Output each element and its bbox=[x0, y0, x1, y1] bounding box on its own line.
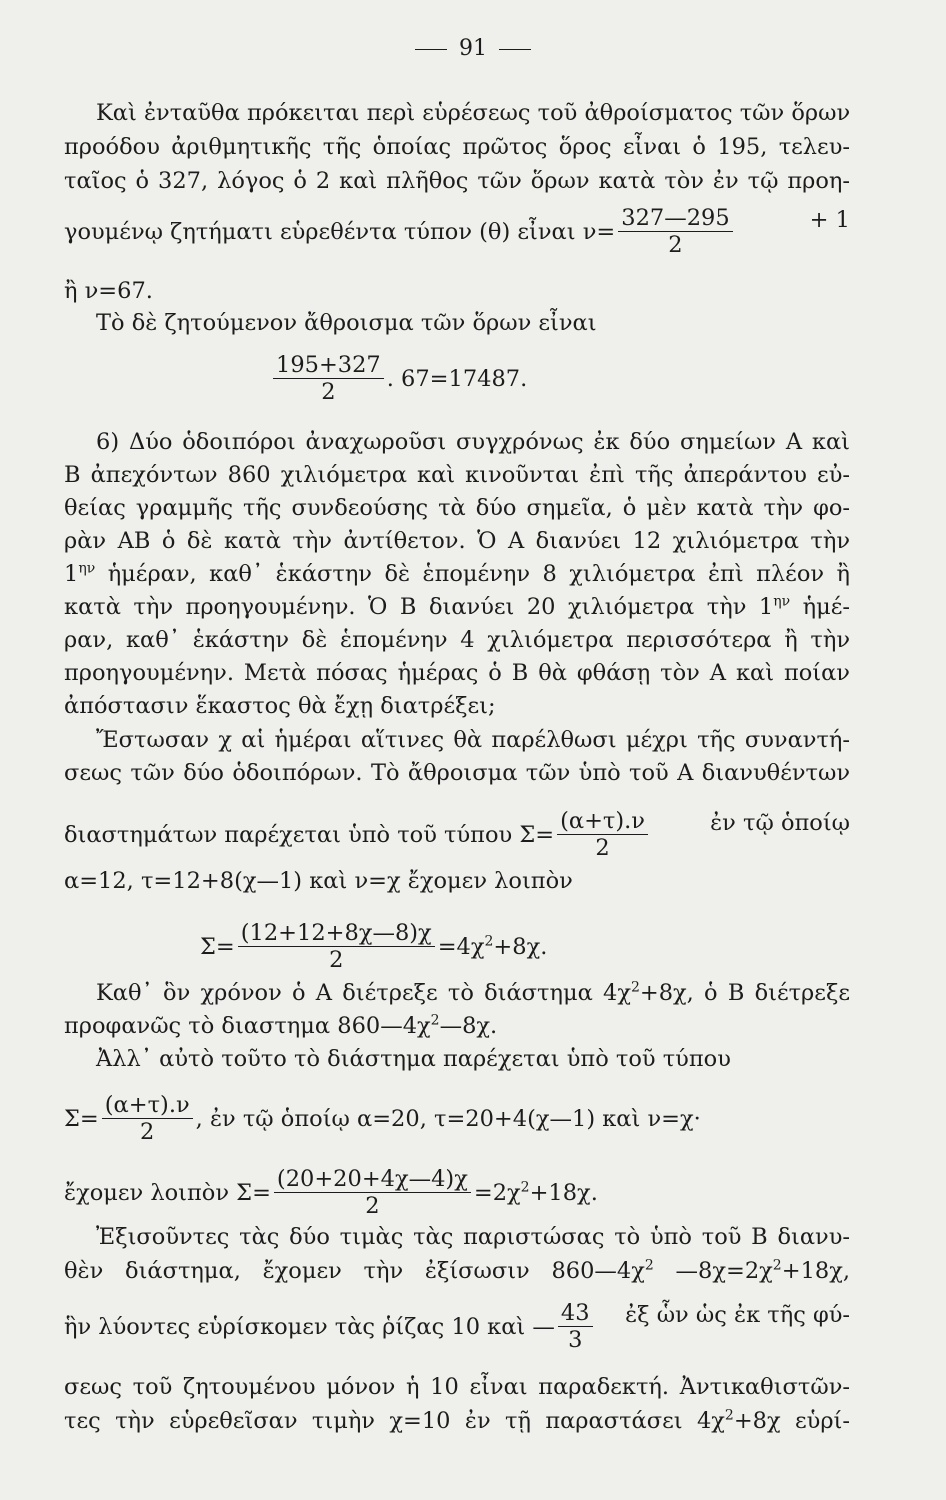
text-line: προόδου ἀριθμητικῆς τῆς ὁποίας πρῶτος ὅρος εἶναι ὁ 195, τελευ- bbox=[64, 134, 850, 160]
text-line: θὲν διάστημα, ἔχομεν τὴν ἐξίσωσιν $860—4\chi^2$ $—8\chi=2\chi^2+18\chi$, bbox=[64, 1257, 850, 1284]
text-line: $1^{\eta\nu}$ ἡμέραν, καθ᾽ ἑκάστην δὲ ἑπομένην 8 χιλιόμετρα ἐπὶ πλέον ἢ bbox=[64, 560, 850, 587]
text-line: Ἔστωσαν χ αἱ ἡμέραι αἵτινες θὰ παρέλθωσι μέχρι τῆς συναντή- bbox=[96, 727, 850, 753]
text-line: Ἐξισοῦντες τὰς δύο τιμὰς τὰς παριστώσας τὸ ὑπὸ τοῦ Β διανυ- bbox=[96, 1224, 850, 1250]
text-line: Β ἀπεχόντων 860 χιλιόμετρα καὶ κινοῦνται ἐπὶ τῆς ἀπεράντου εὐ- bbox=[64, 462, 850, 488]
text-line: ἀπόστασιν ἕκαστος θὰ ἔχῃ διατρέξει; bbox=[64, 693, 496, 719]
text-line: προφανῶς τὸ διαστημα $860—4\chi^2—8\chi$. bbox=[64, 1012, 498, 1039]
fraction: $\frac{327—295}{2}$ bbox=[618, 205, 732, 258]
fraction: $\frac{(\alpha+\tau).\nu}{2}$ bbox=[102, 1092, 193, 1145]
page-number: 91 bbox=[0, 36, 946, 61]
right-dash bbox=[499, 49, 531, 50]
formula-line: $\frac{195+327}{2}$ . 67=17487. bbox=[270, 352, 670, 405]
formula-line: Σ= $\frac{(\alpha+\tau).\nu}{2}$ , ἐν τῷ ὁποίῳ α=20, τ=20+4(χ—1) καὶ ν=χ· bbox=[64, 1092, 701, 1145]
text-line: α=12, τ=12+8(χ—1) καὶ ν=χ ἔχομεν λοιπὸν bbox=[64, 868, 573, 894]
fraction: $\frac{(20+20+4\chi—4)\chi}{2}$ bbox=[274, 1166, 471, 1219]
formula-line: διαστημάτων παρέχεται ὑπὸ τοῦ τύπου Σ= $\frac{(\alpha+\tau).\nu}{2}$ ἐν τῷ ὁποίῳ bbox=[64, 808, 850, 861]
text-line: 6) Δύο ὁδοιπόροι ἀναχωροῦσι συγχρόνως ἐκ δύο σημείων Α καὶ bbox=[96, 429, 850, 455]
text-line: σεως τῶν δύο ὁδοιπόρων. Τὸ ἄθροισμα τῶν ὑπὸ τοῦ Α διανυθέντων bbox=[64, 760, 850, 786]
text-line: κατὰ τὴν προηγουμένην. Ὁ Β διανύει 20 χιλιόμετρα τὴν $1^{\eta\nu}$ ἡμέ- bbox=[64, 593, 851, 620]
text-line: τες τὴν εὑρεθεῖσαν τιμὴν χ=10 ἐν τῇ παραστάσει $4\chi^2+8\chi$ εὑρί- bbox=[64, 1407, 850, 1434]
text-line: ρὰν ΑΒ ὁ δὲ κατὰ τὴν ἀντίθετον. Ὁ Α διανύει 12 χιλιόμετρα τὴν bbox=[64, 528, 850, 554]
left-dash bbox=[415, 49, 447, 50]
text-line: Ἀλλ᾽ αὐτὸ τοῦτο τὸ διάστημα παρέχεται ὑπὸ τοῦ τύπου bbox=[96, 1046, 731, 1072]
text-line: προηγουμένην. Μετὰ πόσας ἡμέρας ὁ Β θὰ φθάσῃ τὸν Α καὶ ποίαν bbox=[64, 660, 850, 686]
text-line: ραν, καθ᾽ ἑκάστην δὲ ἑπομένην 4 χιλιόμετρα περισσότερα ἢ τὴν bbox=[64, 627, 850, 653]
text-line: ἢ ν=67. bbox=[64, 278, 153, 304]
fraction: $\frac{195+327}{2}$ bbox=[273, 352, 384, 405]
fraction: $\frac{43}{3}$ bbox=[558, 1300, 593, 1353]
formula-line: ἣν λύοντες εὑρίσκομεν τὰς ῥίζας 10 καὶ — $\frac{43}{3}$ ἐξ ὧν ὡς ἐκ τῆς φύ- bbox=[64, 1300, 850, 1353]
text-line: ταῖος ὁ 327, λόγος ὁ 2 καὶ πλῆθος τῶν ὅρων κατὰ τὸν ἐν τῷ προη- bbox=[64, 168, 850, 194]
fraction: $\frac{(12+12+8\chi—8)\chi}{2}$ bbox=[238, 920, 435, 973]
text-line: Τὸ δὲ ζητούμενον ἄθροισμα τῶν ὅρων εἶναι bbox=[96, 310, 597, 336]
text-line: θείας γραμμῆς τῆς συνδεούσης τὰ δύο σημεῖα, ὁ μὲν κατὰ τὴν φο- bbox=[64, 495, 850, 521]
fraction: $\frac{(\alpha+\tau).\nu}{2}$ bbox=[557, 808, 648, 861]
text-line: σεως τοῦ ζητουμένου μόνον ἡ 10 εἶναι παραδεκτή. Ἀντικαθιστῶν- bbox=[64, 1374, 850, 1400]
formula-line: Σ= $\frac{(12+12+8\chi—8)\chi}{2}$ $=4\chi^2+8\chi$. bbox=[200, 920, 548, 973]
text-line: Καὶ ἐνταῦθα πρόκειται περὶ εὑρέσεως τοῦ ἀθροίσματος τῶν ὅρων bbox=[96, 100, 851, 126]
formula-line: ἔχομεν λοιπὸν Σ= $\frac{(20+20+4\chi—4)\chi}{2}$ $=2\chi^2+18\chi$. bbox=[64, 1166, 598, 1219]
text-line: Καθ᾽ ὃν χρόνον ὁ Α διέτρεξε τὸ διάστημα $4\chi^2+8\chi$, ὁ Β διέτρεξε bbox=[96, 979, 850, 1006]
formula-line: γουμένῳ ζητήματι εὑρεθέντα τύπον (θ) εἶναι ν= $\frac{327—295}{2}$ + 1 bbox=[64, 205, 850, 258]
